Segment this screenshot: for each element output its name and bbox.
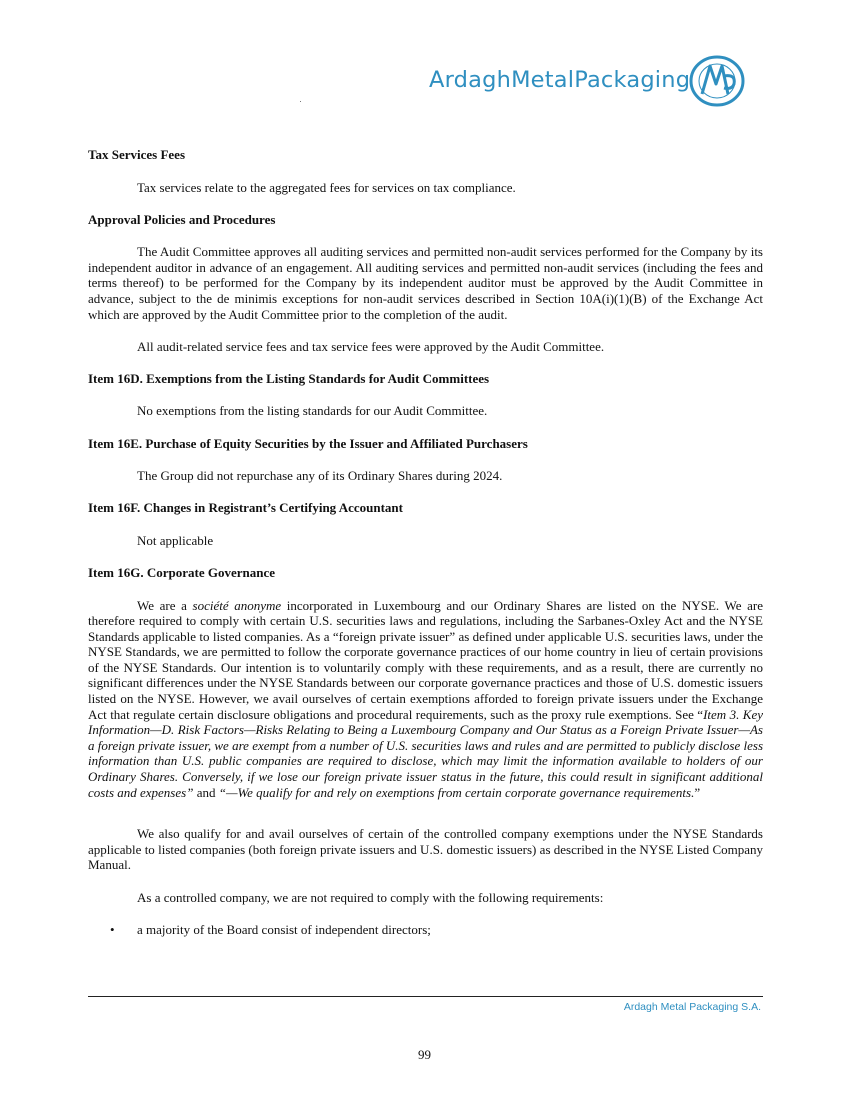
text-run: We are a <box>137 597 193 613</box>
paragraph-item-16g-1 <box>88 598 763 801</box>
section-heading-item-16d: Item 16D. Exemptions from the Listing Standards for Audit Committees <box>88 370 490 386</box>
company-logo <box>429 67 690 93</box>
paragraph-item-16e: The Group did not repurchase any of its Ordinary Shares during 2024. <box>137 468 503 484</box>
text-run: incorporated in Luxembourg and our Ordinary Shares are listed on the NYSE. We are therefore required to comply with certain U.S. securities laws and regulations, including the Sarbanes-Oxley Act and the NYSE Standards applicable to listed companies. As a “foreign private issuer” as defined under applicable U.S. securities laws, under the NYSE Standards, we are permitted to follow the corporate governance practices of our home country in lieu of certain provisions of the NYSE Standards. Our intention is to voluntarily comply with these requirements, and as a result, there are currently no significant differences under the NYSE Standards between our corporate governance practices and those of U.S. domestic issuers listed on the NYSE. However, we avail ourselves of certain exemptions afforded to foreign private issuers under the Exchange Act that regulate certain disclosure obligations and procedural requirements, such as the proxy rule exemptions. See “ <box>88 597 764 722</box>
cross-reference-exemptions: “—We qualify for and rely on exemptions from certain corporate governance requirements. <box>218 784 695 800</box>
section-heading-tax-services-fees: Tax Services Fees <box>88 147 185 162</box>
paragraph-item-16f: Not applicable <box>137 532 214 548</box>
document-body <box>88 147 763 937</box>
section-heading-approval-policies: Approval Policies and Procedures <box>88 211 276 227</box>
footer-company-name: Ardagh Metal Packaging S.A. <box>623 1001 761 1013</box>
list-item <box>88 922 763 938</box>
logo-word-packaging: Packaging <box>574 67 691 93</box>
page-number: 99 <box>418 1047 431 1062</box>
cross-reference-risk-factors: Item 3. Key Information—D. Risk Factors—Risks Relating to Being a Luxembourg Company and Our Status as a Foreign Private Issuer—As a foreign private issuer, we are exempt from a number of U.S. securities laws and rules and are permitted to publicly disclose less information than U.S. public companies are required to disclose, which may limit the information available to holders of our Ordinary Shares. Conversely, if we lose our foreign private issuer status in the future, this could result in significant additional costs and expenses” <box>88 706 763 800</box>
section-heading-item-16g: Item 16G. Corporate Governance <box>88 564 276 580</box>
paragraph-item-16d: No exemptions from the listing standards for our Audit Committee. <box>137 403 488 419</box>
text-run: ” <box>694 784 701 800</box>
section-heading-item-16e: Item 16E. Purchase of Equity Securities by the Issuer and Affiliated Purchasers <box>88 435 528 451</box>
paragraph-item-16g-3: As a controlled company, we are not required to comply with the following requirements: <box>137 889 604 905</box>
logo-word-metal: Metal <box>511 67 575 93</box>
paragraph-tax-services: Tax services relate to the aggregated fees for services on tax compliance. <box>137 179 516 195</box>
header-dot <box>300 101 301 102</box>
page-header <box>0 52 849 112</box>
text-run-italic: société anonyme <box>192 597 282 613</box>
logo-word-ardagh: Ardagh <box>429 67 512 93</box>
paragraph-approval-2: All audit-related service fees and tax service fees were approved by the Audit Committee. <box>137 338 605 354</box>
bullet-text: a majority of the Board consist of independent directors; <box>137 921 431 937</box>
footer-divider <box>88 996 763 997</box>
text-run: and <box>193 784 219 800</box>
paragraph-item-16g-2: We also qualify for and avail ourselves of certain of the controlled company exemptions under the NYSE Standards applicable to listed companies (both foreign private issuers and U.S. domestic issuers) as described in the NYSE Listed Company Manual. <box>88 826 763 873</box>
paragraph-approval-1: The Audit Committee approves all auditing services and permitted non-audit services performed for the Company by its independent auditor in advance of an engagement. All auditing services and permitted non-audit services (including the fees and terms thereof) to be performed for the Company by its independent auditor must be approved by the Audit Committee in advance, subject to the de minimis exceptions for non-audit services described in Section 10A(i)(1)(B) of the Exchange Act which are approved by the Audit Committee prior to the completion of the audit. <box>88 244 763 322</box>
bullet-icon: • <box>110 921 115 937</box>
amp-logo-icon <box>688 54 746 108</box>
section-heading-item-16f: Item 16F. Changes in Registrant’s Certifying Accountant <box>88 500 403 516</box>
